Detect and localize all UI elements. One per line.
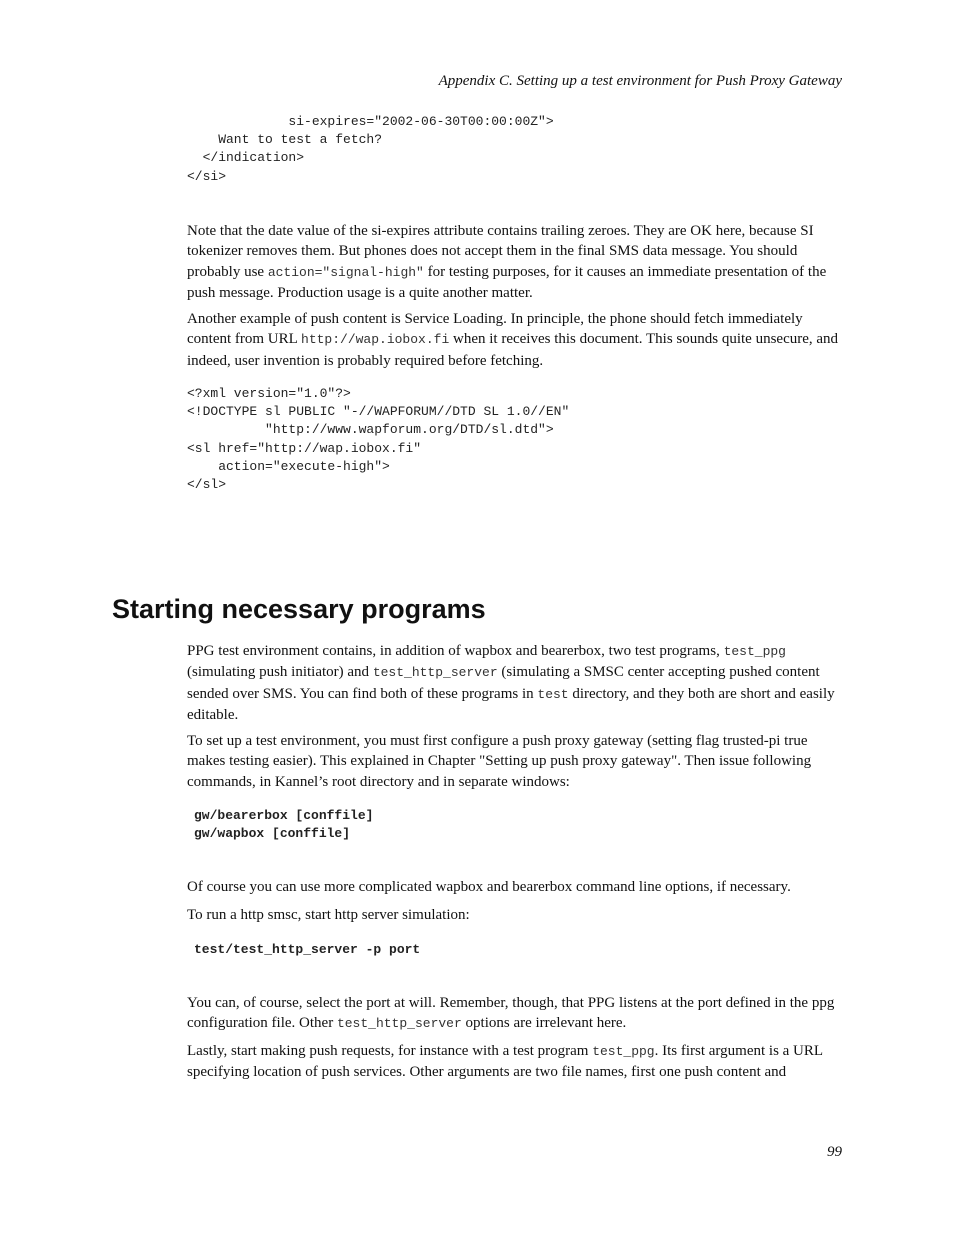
paragraph-setup: To set up a test environment, you must first configure a push proxy gateway (setting flag trusted-pi true makes testing easier). This explained in Chapter "Setting up push proxy gateway". Then issue following commands, in Kannel’s root directory and in separate windows:	[187, 733, 812, 790]
command-block-boxes: gw/bearerbox [conffile] gw/wapbox [conffile]	[194, 808, 374, 842]
inline-code: test_ppg	[723, 644, 786, 659]
text: . Its first argument is a URL specifying location of push services. Other arguments are two file names, first one push content and	[187, 1043, 823, 1081]
text: (simulating push initiator) and	[187, 664, 373, 681]
inline-code: action="signal-high"	[267, 264, 424, 280]
text: options are irrelevant here.	[461, 1015, 627, 1032]
inline-code: test_ppg	[592, 1044, 655, 1059]
text: You can, of course, select the port at will. Remember, though, that PPG listens at the port defined in the ppg configuration file. Other	[187, 995, 835, 1032]
paragraph-si-expires-note	[187, 221, 843, 303]
inline-code: test	[537, 686, 569, 702]
text: directory, and they both are short and easily editable.	[187, 685, 835, 723]
text: PPG test environment contains, in addition of wapbox and bearerbox, two test programs,	[187, 643, 724, 659]
inline-code: http://wap.iobox.fi	[301, 332, 450, 348]
running-header: Appendix C. Setting up a test environment for Push Proxy Gateway	[438, 73, 842, 89]
page-number: 99	[827, 1144, 842, 1160]
paragraph-http-smsc: To run a http smsc, start http server simulation:	[187, 907, 470, 923]
paragraph-options: Of course you can use more complicated wapbox and bearerbox command line options, if necessary.	[187, 879, 791, 895]
code-block-si: si-expires="2002-06-30T00:00:00Z"> Want to test a fetch? </indication> </si>	[187, 114, 554, 184]
paragraph-push-requests	[187, 1041, 843, 1083]
paragraph-service-loading	[187, 309, 843, 371]
text: Note that the date value of the si-expires attribute contains trailing zeroes. They are OK here, because SI tokenizer removes them. But phones does not accept them in the final SMS data message. You should probably use	[187, 223, 814, 280]
text: (simulating a SMSC center accepting pushed content sended over SMS. You can find both of these programs in	[187, 664, 820, 702]
text: Another example of push content is Service Loading. In principle, the phone should fetch immediately content from URL	[187, 311, 803, 348]
section-title: Starting necessary programs	[112, 594, 486, 624]
paragraph-test-programs	[187, 641, 843, 725]
paragraph-port	[187, 993, 843, 1035]
text: when it receives this document. This sounds quite unsecure, and indeed, user invention is probably required before fetching.	[187, 331, 839, 369]
text: for testing purposes, for it causes an immediate presentation of the push message. Production usage is a quite another matter.	[187, 263, 827, 301]
command-block-http-server: test/test_http_server -p port	[194, 942, 421, 957]
inline-code: test_http_server	[372, 665, 498, 681]
text: Lastly, start making push requests, for instance with a test program	[187, 1043, 593, 1059]
inline-code: test_http_server	[336, 1016, 462, 1032]
code-block-sl: <?xml version="1.0"?> <!DOCTYPE sl PUBLIC "-//WAPFORUM//DTD SL 1.0//EN" "http://www.wapforum.org/DTD/sl.dtd"> <sl href="http://wap.iobox.fi" action="execute-high"> </sl>	[187, 386, 570, 493]
